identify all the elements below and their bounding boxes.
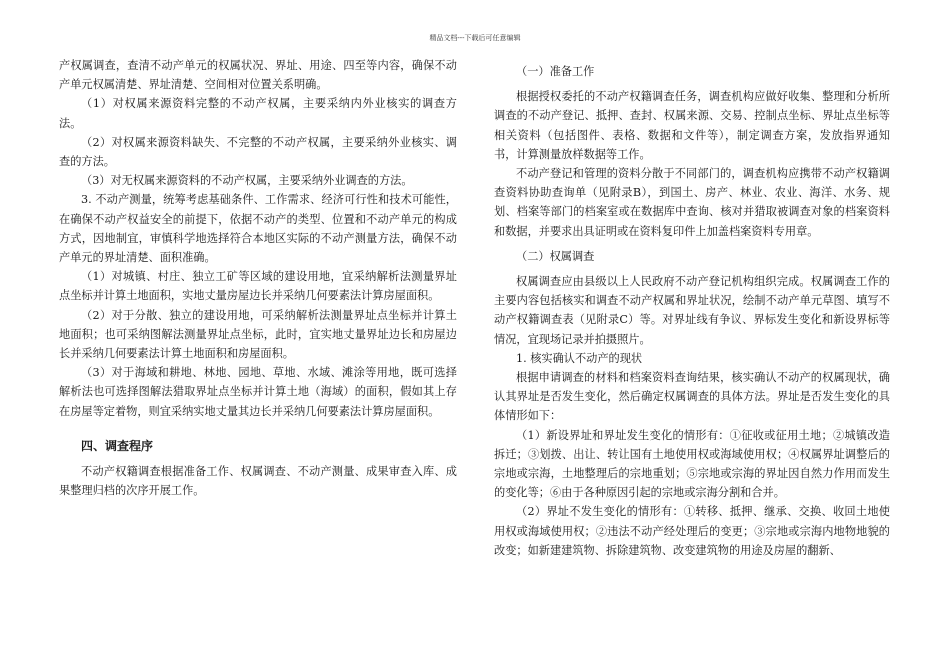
paragraph: 1. 核实确认不动产的现状: [516, 351, 643, 365]
paragraph: （1）新设界址和界址发生变化的情形有：①征收或征用土地；②城镇改造拆迁；③划拨、出让、转让国有土地使用权或海域使用权；④权属界址调整后的宗地或宗海，土地整理后的宗地重划；⑤宗地或宗海的界址因自然力作用而发生的变化等；⑥由于各种原因引起的宗地或宗海分割和合并。: [494, 428, 890, 500]
paragraph: （1）对城镇、村庄、独立工矿等区域的建设用地，宜采纳解析法测量界址点坐标并计算土地面积，实地丈量房屋边长并采纳几何要素法计算房屋面积。: [59, 270, 457, 303]
paragraph: 不动产登记和管理的资料分散于不同部门的，调查机构应携带不动产权籍调查资料协助查询单（见附录B），到国土、房产、林业、农业、海洋、水务、规划、档案等部门的档案室或在数据库中查询、核对并猎取被调查对象的档案资料和数据，并要求出具证明或在资料复印件上加盖档案资料专用章。: [494, 167, 890, 238]
right-column: [494, 62, 890, 560]
paragraph: （3）对于海域和耕地、林地、园地、草地、水域、滩涂等用地，既可选择解析法也可选择图解法猎取界址点坐标并计算土地（海域）的面积，假如其上存在房屋等定着物，则宜采纳实地丈量其边长并采纳几何要素法计算房屋面积。: [59, 366, 457, 418]
paragraph: 根据授权委托的不动产权籍调查任务，调查机构应做好收集、整理和分析所调查的不动产登记、抵押、查封、权属来源、交易、控制点坐标、界址点坐标等相关资料（包括图件、表格、数据和文件等），制定调查方案，发放指界通知书，计算测量放样数据等工作。: [494, 90, 890, 161]
paragraph: 3. 不动产测量，统筹考虑基础条件、工作需求、经济可行性和技术可能性，在确保不动产权益安全的前提下，依据不动产的类型、位置和不动产单元的构成方式，因地制宜，审慎科学地选择符合本地区实际的不动产测量方法，确保不动产单元的界址清楚、面积准确。: [59, 193, 457, 265]
left-column: [59, 56, 457, 500]
paragraph: 产权属调查，查清不动产单元的权属状况、界址、用途、四至等内容，确保不动产单元权属清楚、界址清楚、空间相对位置关系明确。: [59, 59, 457, 92]
paragraph: 不动产权籍调查根据准备工作、权属调查、不动产测量、成果审查入库、成果整理归档的次序开展工作。: [59, 465, 457, 498]
section-heading: （二）权属调查: [516, 249, 595, 263]
paragraph: 根据申请调查的材料和档案资料查询结果，核实确认不动产的权属现状，确认其界址是否发生变化，然后确定权属调查的具体方法。界址是否发生变化的具体情形如下：: [494, 371, 890, 423]
paragraph: （2）对权属来源资料缺失、不完整的不动产权属，主要采纳外业核实、调查的方法。: [59, 135, 457, 169]
paragraph: （1）对权属来源资料完整的不动产权属，主要采纳内外业核实的调查方法。: [59, 97, 457, 130]
paragraph: （2）界址不发生变化的情形有：①转移、抵押、继承、交换、收回土地使用权或海域使用权；②违法不动产经处理后的变更；③宗地或宗海内地物地貌的改变；如新建建筑物、拆除建筑物、改变建筑物的用途及房屋的翻新、: [494, 505, 890, 557]
section-heading: （一）准备工作: [516, 65, 595, 78]
page-header: 精品文档---下载后可任意编辑: [429, 34, 521, 42]
paragraph: （3）对无权属来源资料的不动产权属，主要采纳外业调查的方法。: [81, 174, 413, 188]
section-heading: 四、调查程序: [81, 438, 154, 453]
paragraph: （2）对于分散、独立的建设用地，可采纳解析法测量界址点坐标并计算土地面积；也可采纳图解法测量界址点坐标，此时，宜实地丈量界址边长和房屋边长并采纳几何要素法计算土地面积和房屋面积。: [59, 308, 457, 361]
paragraph: 权属调查应由县级以上人民政府不动产登记机构组织完成。权属调查工作的主要内容包括核实和调查不动产权属和界址状况，绘制不动产单元草图、填写不动产权籍调查表（见附录C）等。对界址线有争议、界标发生变化和新设界标等情况，宜现场记录并拍摄照片。: [494, 275, 890, 346]
